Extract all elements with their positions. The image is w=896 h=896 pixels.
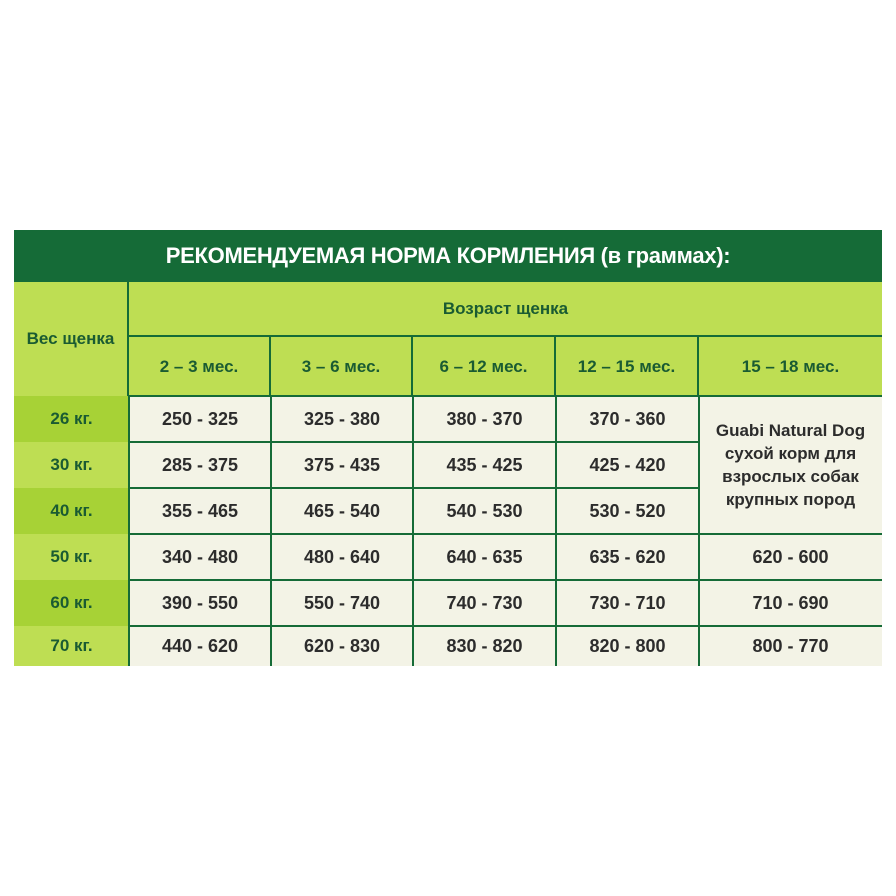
- weight-label: 26 кг.: [14, 396, 129, 442]
- note-line: взрослых собак: [722, 467, 859, 486]
- table-cell: 440 - 620: [161, 635, 239, 656]
- grid-line: [129, 533, 882, 535]
- table-cell: 285 - 375: [161, 454, 239, 475]
- table-cell: 425 - 420: [589, 454, 666, 475]
- table-cell: 830 - 820: [446, 635, 523, 656]
- grid-line: [129, 625, 882, 627]
- table-cell: 740 - 730: [446, 592, 523, 613]
- grid-line: [129, 395, 882, 397]
- adult-food-note: [699, 396, 882, 534]
- note-line: Guabi Natural Dog: [715, 421, 866, 440]
- age-group-header: Возраст щенка: [129, 282, 882, 337]
- note-line: крупных пород: [725, 490, 856, 509]
- grid-line: [129, 579, 882, 581]
- table-cell: 620 - 600: [752, 546, 829, 567]
- table-cell: 390 - 550: [161, 592, 239, 613]
- table-cell: 730 - 710: [589, 592, 666, 613]
- table-cell: 820 - 800: [589, 635, 666, 656]
- feeding-table: [14, 230, 882, 666]
- table-cell: 250 - 325: [161, 408, 239, 429]
- table-cell: 340 - 480: [161, 546, 239, 567]
- table-title: РЕКОМЕНДУЕМАЯ НОРМА КОРМЛЕНИЯ (в граммах):: [14, 230, 882, 282]
- table-cell: 530 - 520: [589, 500, 666, 521]
- age-col-header-2: 3 – 6 мес.: [271, 337, 413, 396]
- table-cell: 435 - 425: [446, 454, 523, 475]
- weight-label: 30 кг.: [14, 442, 129, 488]
- weight-label: 50 кг.: [14, 534, 129, 580]
- table-cell: 375 - 435: [303, 454, 381, 475]
- table-cell: 635 - 620: [589, 546, 666, 567]
- weight-label: 40 кг.: [14, 488, 129, 534]
- age-col-header-5: 15 – 18 мес.: [699, 337, 882, 396]
- weight-label: 70 кг.: [14, 626, 129, 666]
- table-cell: 540 - 530: [446, 500, 523, 521]
- age-col-header-3: 6 – 12 мес.: [413, 337, 556, 396]
- table-cell: 550 - 740: [303, 592, 381, 613]
- table-cell: 355 - 465: [161, 500, 239, 521]
- table-cell: 620 - 830: [303, 635, 381, 656]
- table-cell: 465 - 540: [303, 500, 381, 521]
- weight-label: 60 кг.: [14, 580, 129, 626]
- table-cell: 800 - 770: [752, 635, 829, 656]
- table-cell: 380 - 370: [446, 408, 523, 429]
- table-cell: 370 - 360: [589, 408, 666, 429]
- table-cell: 640 - 635: [446, 546, 523, 567]
- table-cell: 710 - 690: [752, 592, 829, 613]
- table-cell: 325 - 380: [303, 408, 381, 429]
- table-cell: 480 - 640: [303, 546, 381, 567]
- age-col-header-1: 2 – 3 мес.: [129, 337, 271, 396]
- grid-line: [129, 487, 699, 489]
- note-line: сухой корм для: [724, 444, 857, 463]
- age-col-header-4: 12 – 15 мес.: [556, 337, 699, 396]
- grid-line: [129, 441, 699, 443]
- weight-column-header: Вес щенка: [14, 282, 129, 396]
